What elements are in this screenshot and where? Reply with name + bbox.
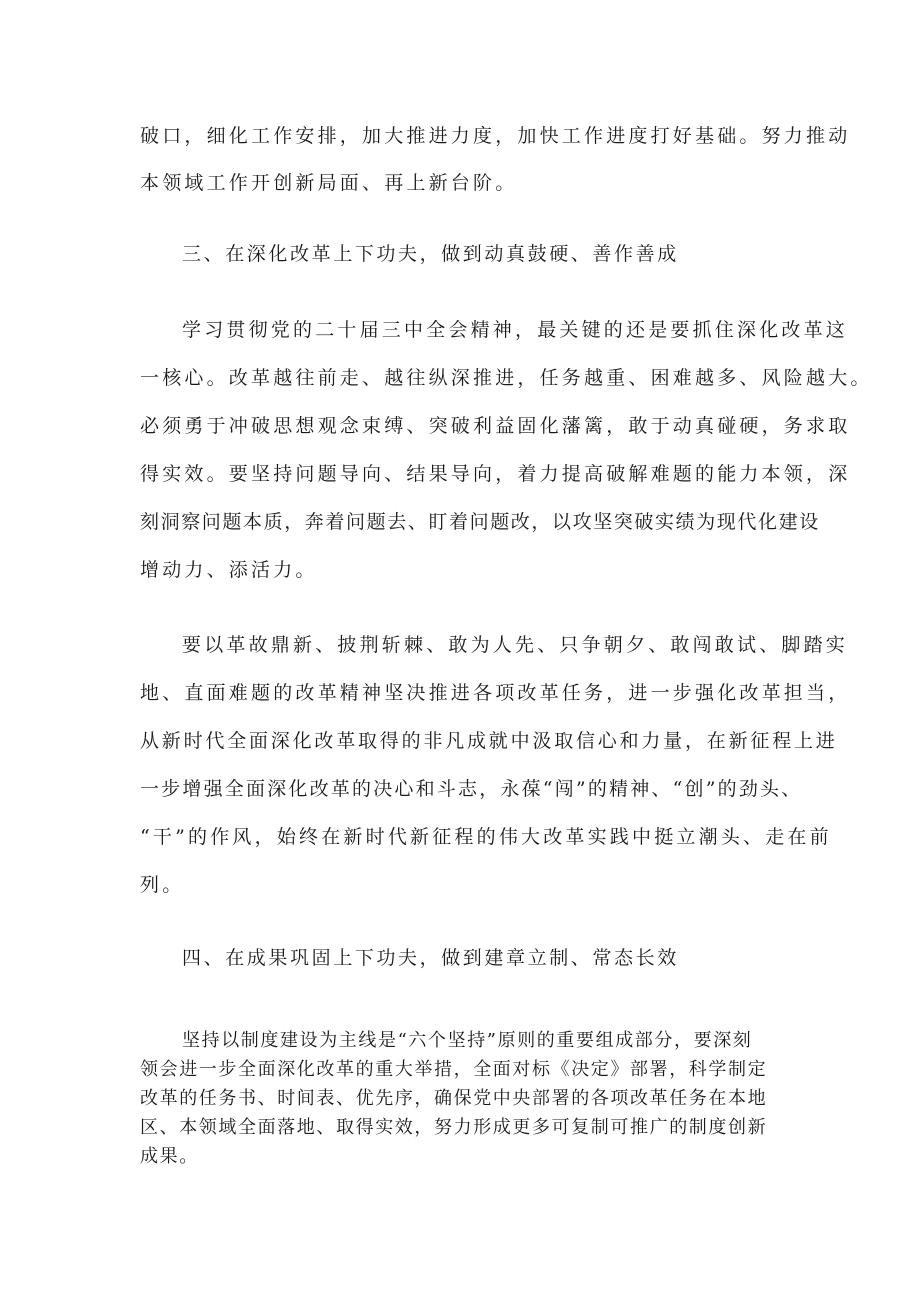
intro-line-1: 破口，细化工作安排，加大推进力度，加快工作进度打好基础。努力推动 [140,125,851,147]
section-3-p2-line-6: 列。 [140,874,185,896]
section-4-p1-line-4: 区、本领域全面落地、取得实效，努力形成更多可复制可推广的制度创新 [140,1117,768,1138]
section-4-heading: 四、在成果巩固上下功夫，做到建章立制、常态长效 [182,947,679,969]
section-4-p1-line-3: 改革的任务书、时间表、优先序，确保党中央部署的各项改革任务在本地 [140,1088,768,1109]
section-4-p1-line-2: 领会进一步全面深化改革的重大举措，全面对标《决定》部署，科学制定 [140,1059,768,1080]
section-3-p2-line-5: “干”的作风，始终在新时代新征程的伟大改革实践中挺立潮头、走在前 [140,826,832,848]
section-3-p1-line-5: 刻洞察问题本质，奔着问题去、盯着问题改，以攻坚突破实绩为现代化建设 [140,511,820,533]
section-3-p1-line-4: 得实效。要坚持问题导向、结果导向，着力提高破解难题的能力本领，深 [140,463,851,485]
section-3-p2-line-3: 从新时代全面深化改革取得的非凡成就中汲取信心和力量，在新征程上进 [140,730,838,752]
section-3-p1-line-1: 学习贯彻党的二十届三中全会精神，最关键的还是要抓住深化改革这 [182,319,849,341]
section-3-heading: 三、在深化改革上下功夫，做到动真鼓硬、善作善成 [182,243,679,265]
section-4-p1-line-5: 成果。 [140,1146,199,1167]
section-3-p2-line-2: 地、直面难题的改革精神坚决推进各项改革任务，进一步强化改革担当， [140,682,851,704]
section-3-p2-line-4: 一步增强全面深化改革的决心和斗志，永葆“闯”的精神、“创”的劲头、 [140,778,803,800]
section-3-p1-line-2: 一核心。改革越往前走、越往纵深推进，任务越重、困难越多、风险越大。 [140,367,873,389]
section-3-p1-line-6: 增动力、添活力。 [140,559,318,581]
intro-line-2: 本领域工作开创新局面、再上新台阶。 [140,172,518,194]
section-4-p1-line-1: 坚持以制度建设为主线是“六个坚持”原则的重要组成部分，要深刻 [182,1030,753,1051]
section-3-p1-line-3: 必须勇于冲破思想观念束缚、突破利益固化藩篱，敢于动真碰硬，务求取 [140,415,851,437]
section-3-p2-line-1: 要以革故鼎新、披荆斩棘、敢为人先、只争朝夕、敢闯敢试、脚踏实 [182,634,849,656]
